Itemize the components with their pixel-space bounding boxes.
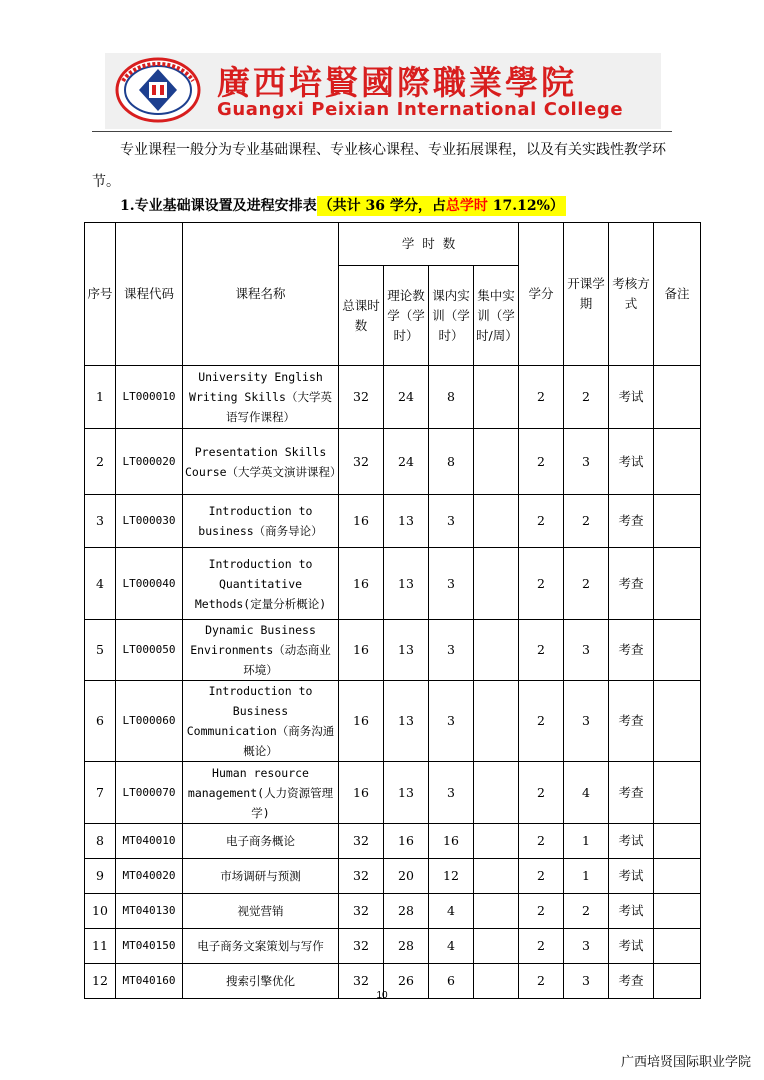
table-row [85, 429, 701, 495]
cell-name: University English Writing Skills（大学英语写作课程） [183, 366, 339, 429]
cell-seq: 6 [85, 681, 116, 762]
cell-exam: 考试 [609, 824, 654, 859]
cell-total: 16 [339, 681, 384, 762]
cell-name: Introduction to Quantitative Methods(定量分析概论) [183, 548, 339, 620]
header-theory-hours: 理论教学（学时） [384, 266, 429, 366]
cell-note [654, 859, 701, 894]
cell-intensive [474, 762, 519, 824]
cell-code: MT040010 [116, 824, 183, 859]
intro-paragraph: 专业课程一般分为专业基础课程、专业核心课程、专业拓展课程，以及有关实践性教学环节。 [92, 142, 666, 190]
cell-credit: 2 [519, 824, 564, 859]
cell-theory: 13 [384, 495, 429, 548]
cell-exam: 考试 [609, 366, 654, 429]
cell-exam: 考试 [609, 894, 654, 929]
cell-seq: 7 [85, 762, 116, 824]
cell-credit: 2 [519, 894, 564, 929]
cell-name: 电子商务文案策划与写作 [183, 929, 339, 964]
cell-total: 32 [339, 859, 384, 894]
header-divider [92, 131, 672, 132]
cell-exam: 考查 [609, 964, 654, 999]
college-english-name: Guangxi Peixian International College [217, 99, 624, 120]
table-row [85, 681, 701, 762]
cell-code: MT040020 [116, 859, 183, 894]
cell-practice: 3 [429, 681, 474, 762]
cell-seq: 9 [85, 859, 116, 894]
cell-theory: 28 [384, 894, 429, 929]
cell-total: 32 [339, 429, 384, 495]
cell-total: 16 [339, 620, 384, 681]
cell-note [654, 824, 701, 859]
table-row [85, 929, 701, 964]
cell-semester: 3 [564, 620, 609, 681]
college-banner [105, 53, 661, 129]
cell-credit: 2 [519, 964, 564, 999]
cell-theory: 13 [384, 681, 429, 762]
cell-name: Dynamic Business Environments（动态商业环境） [183, 620, 339, 681]
cell-name: Presentation Skills Course（大学英文演讲课程） [183, 429, 339, 495]
footer-college-name: 广西培贤国际职业学院 [620, 1055, 751, 1070]
cell-practice: 4 [429, 894, 474, 929]
cell-seq: 11 [85, 929, 116, 964]
heading-highlight-part1: （共计 36 学分，占 [318, 198, 446, 214]
cell-code: MT040160 [116, 964, 183, 999]
cell-total: 32 [339, 964, 384, 999]
cell-credit: 2 [519, 859, 564, 894]
cell-practice: 3 [429, 495, 474, 548]
cell-code: LT000010 [116, 366, 183, 429]
cell-practice: 3 [429, 762, 474, 824]
cell-seq: 1 [85, 366, 116, 429]
cell-note [654, 762, 701, 824]
header-code: 课程代码 [116, 223, 183, 366]
course-rows [85, 366, 701, 999]
cell-total: 32 [339, 824, 384, 859]
header-credit: 学分 [519, 223, 564, 366]
cell-semester: 3 [564, 929, 609, 964]
header-practice-hours: 课内实训（学时） [429, 266, 474, 366]
cell-note [654, 620, 701, 681]
header-hours-group: 学 时 数 [339, 223, 519, 266]
table-row [85, 894, 701, 929]
cell-credit: 2 [519, 548, 564, 620]
cell-theory: 13 [384, 620, 429, 681]
cell-practice: 4 [429, 929, 474, 964]
cell-theory: 24 [384, 429, 429, 495]
cell-practice: 3 [429, 548, 474, 620]
cell-practice: 16 [429, 824, 474, 859]
heading-prefix: 1.专业基础课设置及进程安排表 [120, 198, 317, 214]
cell-credit: 2 [519, 762, 564, 824]
table-row [85, 495, 701, 548]
cell-intensive [474, 548, 519, 620]
cell-intensive [474, 681, 519, 762]
cell-name: 电子商务概论 [183, 824, 339, 859]
cell-intensive [474, 620, 519, 681]
cell-total: 32 [339, 366, 384, 429]
page-number: 10 [376, 990, 388, 1001]
table-row [85, 859, 701, 894]
cell-note [654, 495, 701, 548]
cell-semester: 3 [564, 681, 609, 762]
cell-total: 32 [339, 929, 384, 964]
cell-theory: 16 [384, 824, 429, 859]
college-logo [115, 57, 201, 123]
cell-intensive [474, 429, 519, 495]
cell-total: 16 [339, 495, 384, 548]
cell-exam: 考查 [609, 620, 654, 681]
header-exam: 考核方式 [609, 223, 654, 366]
cell-semester: 2 [564, 366, 609, 429]
cell-intensive [474, 824, 519, 859]
cell-seq: 12 [85, 964, 116, 999]
cell-credit: 2 [519, 366, 564, 429]
cell-name: Introduction to Business Communication（商务沟通概论） [183, 681, 339, 762]
cell-exam: 考试 [609, 929, 654, 964]
cell-note [654, 548, 701, 620]
cell-intensive [474, 894, 519, 929]
cell-code: LT000060 [116, 681, 183, 762]
cell-seq: 8 [85, 824, 116, 859]
cell-total: 32 [339, 894, 384, 929]
cell-semester: 1 [564, 859, 609, 894]
cell-theory: 13 [384, 762, 429, 824]
cell-code: LT000030 [116, 495, 183, 548]
cell-code: LT000020 [116, 429, 183, 495]
header-intensive-hours: 集中实训（学时/周） [474, 266, 519, 366]
cell-note [654, 929, 701, 964]
cell-semester: 2 [564, 495, 609, 548]
heading-highlight-red: 总学时 [445, 198, 488, 214]
heading-highlight [317, 196, 566, 216]
cell-total: 16 [339, 762, 384, 824]
cell-practice: 12 [429, 859, 474, 894]
cell-theory: 13 [384, 548, 429, 620]
cell-intensive [474, 859, 519, 894]
cell-semester: 1 [564, 824, 609, 859]
cell-name: 搜索引擎优化 [183, 964, 339, 999]
cell-intensive [474, 366, 519, 429]
table-row [85, 366, 701, 429]
cell-code: LT000070 [116, 762, 183, 824]
cell-exam: 考查 [609, 548, 654, 620]
cell-semester: 2 [564, 894, 609, 929]
cell-code: MT040150 [116, 929, 183, 964]
cell-seq: 3 [85, 495, 116, 548]
cell-name: Human resource management(人力资源管理学) [183, 762, 339, 824]
cell-seq: 10 [85, 894, 116, 929]
cell-note [654, 894, 701, 929]
cell-practice: 8 [429, 429, 474, 495]
header-total-hours: 总课时数 [339, 266, 384, 366]
cell-semester: 4 [564, 762, 609, 824]
cell-intensive [474, 929, 519, 964]
cell-note [654, 429, 701, 495]
heading-highlight-part2: 17.12%） [487, 198, 564, 214]
cell-semester: 2 [564, 548, 609, 620]
cell-theory: 26 [384, 964, 429, 999]
header-name: 课程名称 [183, 223, 339, 366]
header-semester: 开课学期 [564, 223, 609, 366]
table-row [85, 620, 701, 681]
cell-practice: 8 [429, 366, 474, 429]
cell-exam: 考试 [609, 859, 654, 894]
header-note: 备注 [654, 223, 701, 366]
cell-theory: 24 [384, 366, 429, 429]
cell-seq: 2 [85, 429, 116, 495]
cell-code: MT040130 [116, 894, 183, 929]
cell-exam: 考查 [609, 762, 654, 824]
section-heading [120, 195, 566, 215]
course-schedule-table [84, 222, 701, 999]
cell-theory: 20 [384, 859, 429, 894]
cell-credit: 2 [519, 495, 564, 548]
cell-seq: 5 [85, 620, 116, 681]
cell-total: 16 [339, 548, 384, 620]
header-seq: 序号 [85, 223, 116, 366]
cell-practice: 6 [429, 964, 474, 999]
cell-code: LT000040 [116, 548, 183, 620]
cell-credit: 2 [519, 429, 564, 495]
cell-name: 市场调研与预测 [183, 859, 339, 894]
college-chinese-name: 廣西培賢國際職業學院 [217, 63, 577, 102]
cell-credit: 2 [519, 620, 564, 681]
cell-theory: 28 [384, 929, 429, 964]
cell-exam: 考查 [609, 681, 654, 762]
cell-credit: 2 [519, 929, 564, 964]
cell-semester: 3 [564, 964, 609, 999]
cell-exam: 考查 [609, 495, 654, 548]
cell-seq: 4 [85, 548, 116, 620]
cell-intensive [474, 495, 519, 548]
cell-name: Introduction to business（商务导论） [183, 495, 339, 548]
table-row [85, 548, 701, 620]
cell-practice: 3 [429, 620, 474, 681]
cell-name: 视觉营销 [183, 894, 339, 929]
table-row [85, 762, 701, 824]
cell-note [654, 681, 701, 762]
cell-exam: 考试 [609, 429, 654, 495]
table-row [85, 824, 701, 859]
cell-code: LT000050 [116, 620, 183, 681]
cell-note [654, 366, 701, 429]
cell-semester: 3 [564, 429, 609, 495]
cell-credit: 2 [519, 681, 564, 762]
